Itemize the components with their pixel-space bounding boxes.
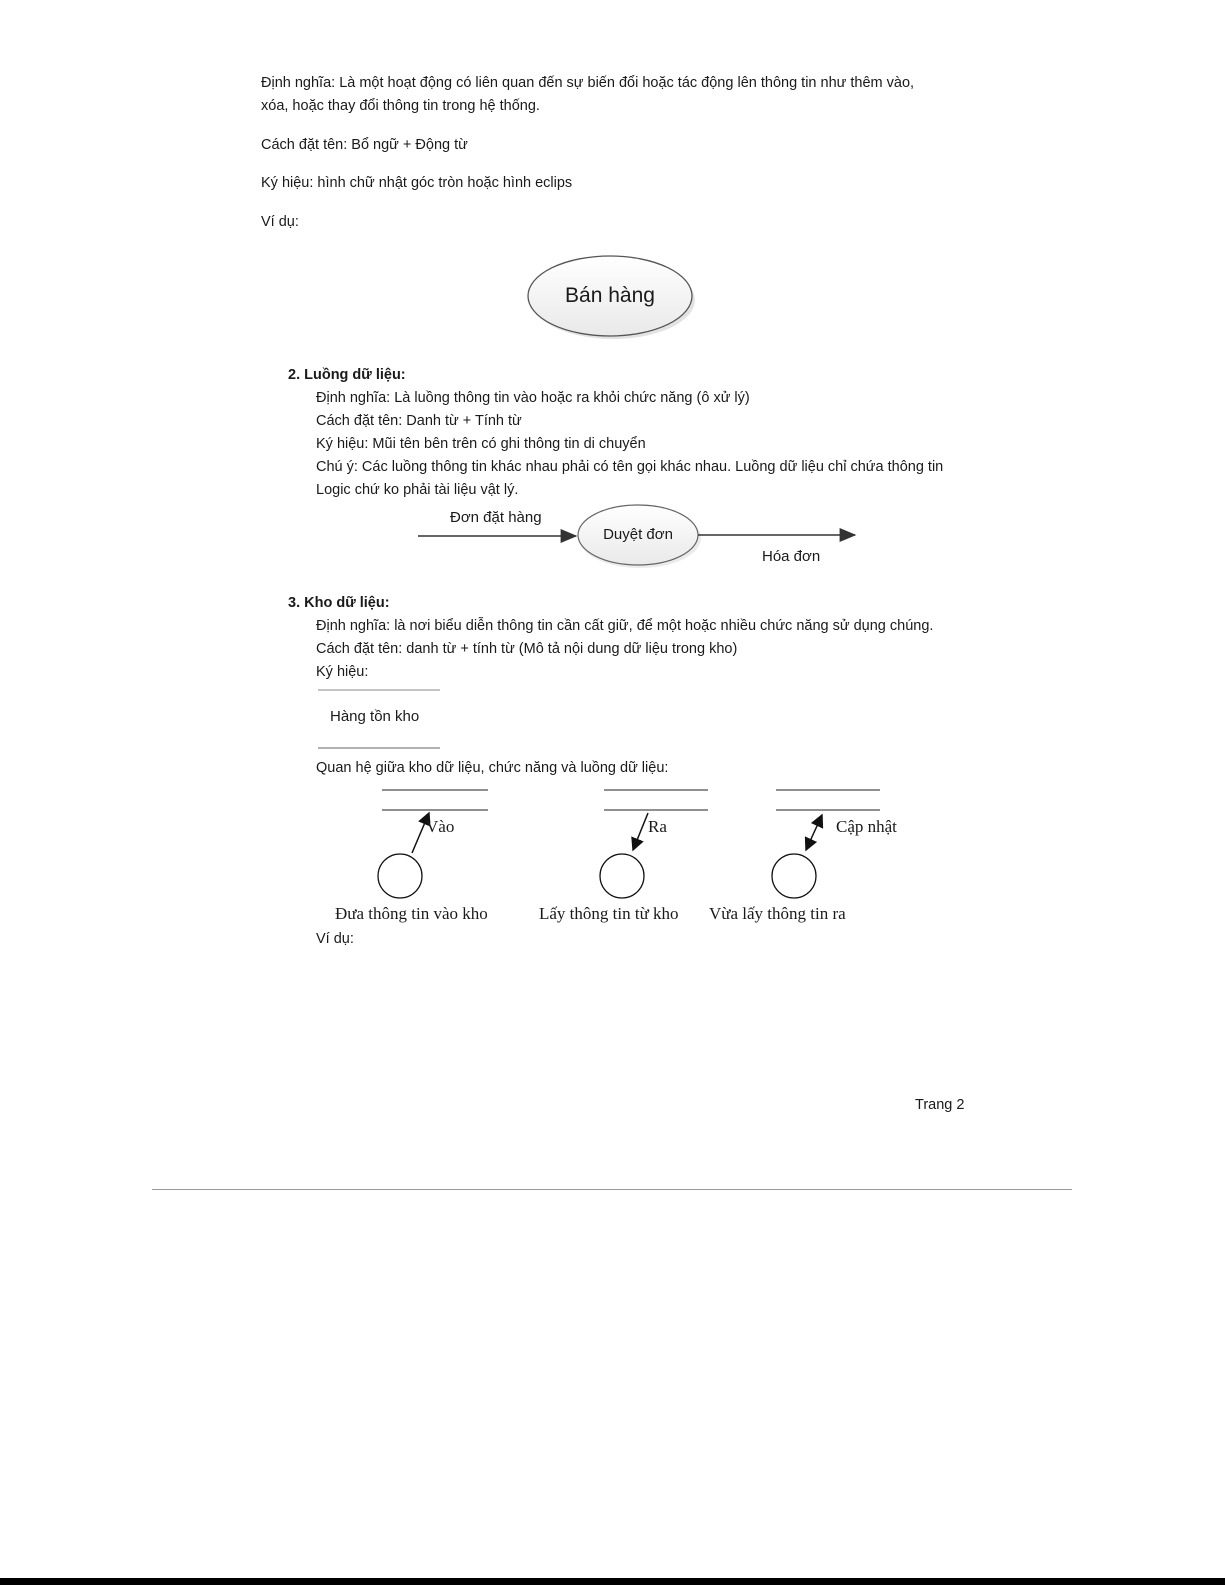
data-flow-note-line1: Chú ý: Các luồng thông tin khác nhau phải có tên gọi khác nhau. Luồng dữ liệu chỉ chứa thông tin: [316, 459, 944, 475]
data-flow-note-line2: Logic chứ ko phải tài liệu vật lý.: [316, 482, 519, 498]
section-2-heading: 2. Luồng dữ liệu:: [288, 367, 406, 383]
relation-3-arrow-label: Cập nhật: [836, 817, 897, 836]
naming-rule-text: Cách đặt tên: Bổ ngữ + Động từ: [261, 137, 468, 153]
relation-1-arrow-label: Vào: [426, 817, 455, 836]
data-flow-naming: Cách đặt tên: Danh từ + Tính từ: [316, 413, 522, 429]
data-store-definition: Định nghĩa: là nơi biểu diễn thông tin cần cất giữ, để một hoặc nhiều chức năng sử dụng chúng.: [316, 618, 934, 634]
process-circle-1: [378, 854, 422, 898]
section-3-example-label: Ví dụ:: [316, 931, 354, 947]
relation-1-caption: Đưa thông tin vào kho: [335, 904, 488, 923]
relation-title: Quan hệ giữa kho dữ liệu, chức năng và luồng dữ liệu:: [316, 760, 669, 776]
definition-text-line1: Định nghĩa: Là một hoạt động có liên quan đến sự biến đổi hoặc tác động lên thông tin như thêm vào,: [261, 75, 915, 91]
data-flow-definition: Định nghĩa: Là luồng thông tin vào hoặc ra khỏi chức năng (ô xử lý): [316, 390, 750, 406]
section-3-heading: 3. Kho dữ liệu:: [288, 595, 390, 611]
process-example-label: Bán hàng: [565, 284, 655, 307]
data-flow-symbol: Ký hiệu: Mũi tên bên trên có ghi thông tin di chuyển: [316, 436, 646, 452]
symbol-text: Ký hiệu: hình chữ nhật góc tròn hoặc hình eclips: [261, 175, 573, 191]
example-label: Ví dụ:: [261, 214, 299, 230]
page-separator: [152, 1189, 1072, 1190]
process-circle-2: [600, 854, 644, 898]
arrow-ra: [633, 813, 648, 850]
data-store-naming: Cách đặt tên: danh từ + tính từ (Mô tả nội dung dữ liệu trong kho): [316, 641, 738, 657]
in-flow-label: Đơn đặt hàng: [450, 509, 542, 526]
process-circle-3: [772, 854, 816, 898]
relation-2-arrow-label: Ra: [648, 817, 667, 836]
bottom-edge-bar: [0, 1578, 1225, 1585]
store-example-label: Hàng tồn kho: [330, 708, 420, 725]
page-number: Trang 2: [915, 1097, 965, 1113]
arrow-cap-nhat: [806, 815, 822, 850]
relation-2-caption: Lấy thông tin từ kho: [539, 904, 679, 923]
data-store-symbol: Ký hiệu:: [316, 664, 369, 680]
duyet-don-label: Duyệt đơn: [603, 526, 673, 543]
out-flow-label: Hóa đơn: [762, 548, 821, 565]
relation-3-caption: Vừa lấy thông tin ra: [709, 904, 846, 923]
definition-text-line2: xóa, hoặc thay đổi thông tin trong hệ thống.: [261, 98, 540, 114]
